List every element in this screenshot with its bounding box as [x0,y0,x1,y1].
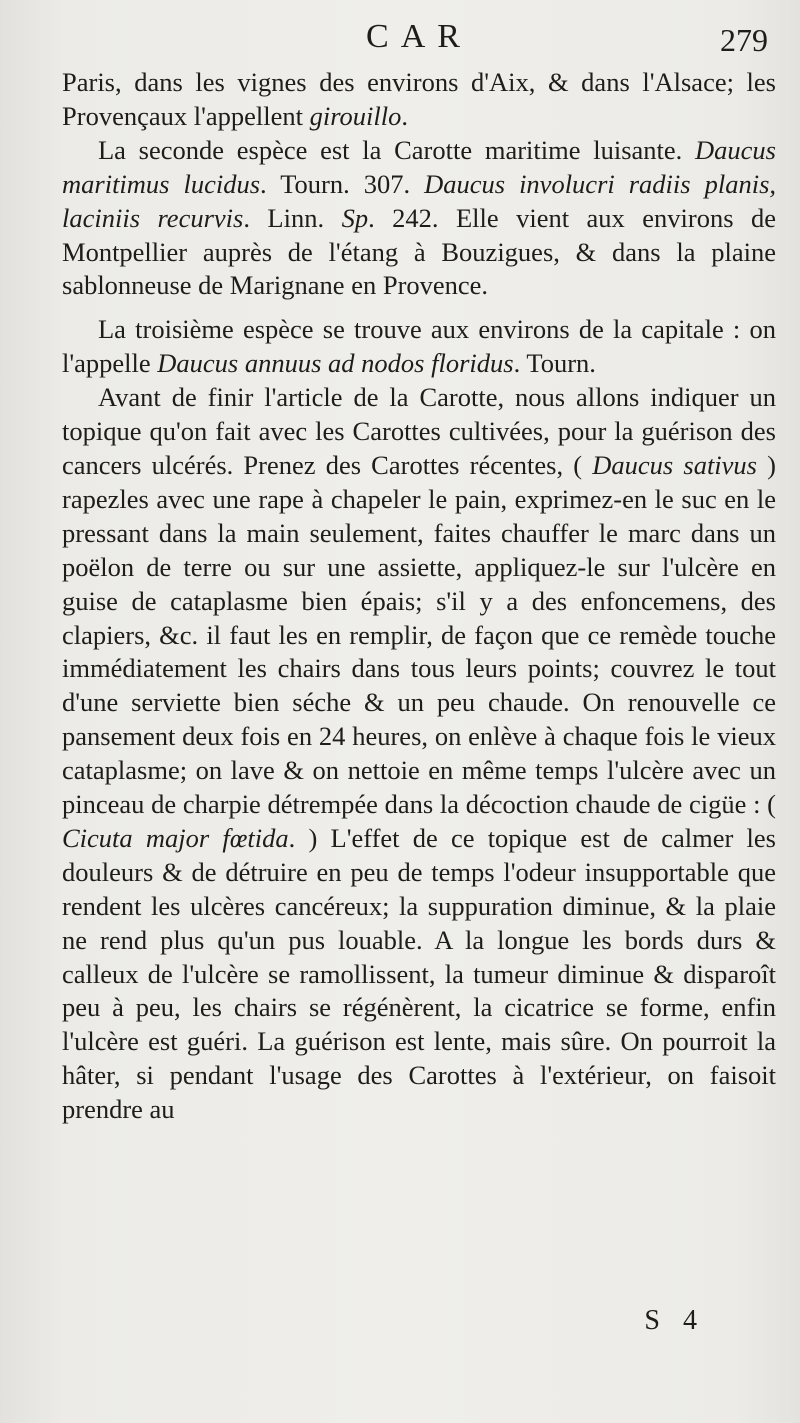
body-text [62,66,776,1127]
text-run: La troisième espèce se trouve aux environs de la capitale : on l'appelle [62,314,776,379]
italic-text: Daucus maritimus lucidus [62,134,776,199]
text-run: . Linn. [243,202,342,233]
paragraph [62,66,776,134]
page-header [62,0,776,68]
italic-text: Daucus involucri radiis planis, laciniis recurvis [62,168,777,233]
paragraph [62,381,776,1127]
text-run: Avant de finir l'article de la Carotte, nous allons indiquer un topique qu'on fait avec les Carottes cultivées, pour la guérison des cancers ulcérés. Prenez des Carottes récentes, ( [62,382,776,480]
text-run: La seconde espèce est la Carotte maritime luisante. [98,134,696,165]
paragraph [62,313,776,381]
text-run: . Tourn. [513,348,596,379]
page-number: 279 [720,22,768,58]
italic-text: Daucus annuus ad nodos floridus [157,348,514,379]
text-run: . 242. Elle vient aux environs de Montpellier auprès de l'étang à Bouzigues, & dans la plaine sablonneuse de Marignane en Provence. [62,202,776,301]
italic-text: Sp [341,202,369,233]
paragraph-gap [62,303,776,313]
paragraph [62,134,776,304]
text-run: . [401,100,409,131]
text-run: Paris, dans les vignes des environs d'Aix, & dans l'Alsace; les Provençaux l'appellent [62,67,776,131]
running-title: CAR [366,18,472,55]
signature-mark: S 4 [644,1305,705,1336]
italic-text: Daucus sativus [592,449,757,480]
italic-text: Cicuta major fœtida [62,822,289,853]
text-run: . Tourn. 307. [260,168,425,199]
text-run: ) rapezles avec une rape à chapeler le pain, exprimez-en le suc en le pressant dans la main seulement, faites chauffer le marc dans un poëlon de terre ou sur une assiette, appliquez-le sur l'ulcère en guise de cataplasme bien épais; s'il y a des enfoncemens, des clapiers, &c. il faut les en remplir, de façon que ce remède touche immédiatement les chairs dans tous leurs points; couvrez le tout d'une serviette bien séche & un peu chaude. On renouvelle ce pansement deux fois en 24 heures, on enlève à chaque fois le vieux cataplasme; on lave & on nettoie en même temps l'ulcère avec un pinceau de charpie détrempée dans la décoction chaude de cigüe : ( [62,449,776,820]
text-run: . ) L'effet de ce topique est de calmer les douleurs & de détruire en peu de temps l'odeur insupportable que rendent les ulcères cancéreux; la suppuration diminue, & la plaie ne rend plus qu'un pus louable. A la longue les bords durs & calleux de l'ulcère se ramollissent, la tumeur diminue & disparoît peu à peu, les chairs se régénèrent, la cicatrice se forme, enfin l'ulcère est guéri. La guérison est lente, mais sûre. On pourroit la hâter, si pendant l'usage des Carottes à l'extérieur, on faisoit prendre au [62,822,776,1125]
italic-text: girouillo [309,100,402,131]
